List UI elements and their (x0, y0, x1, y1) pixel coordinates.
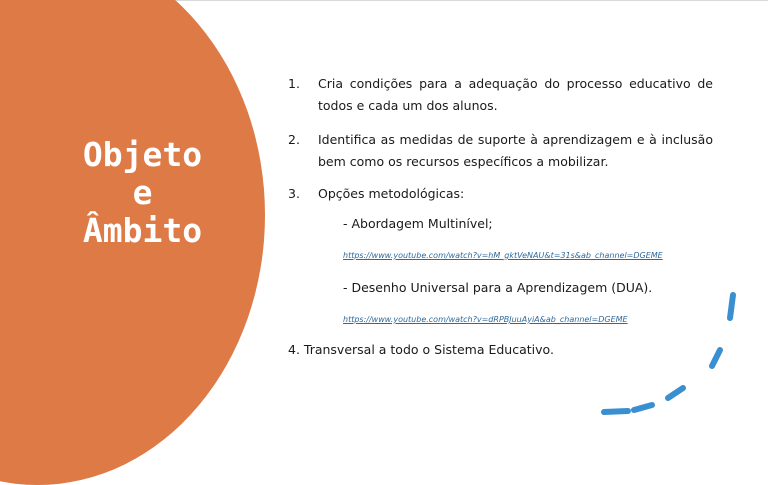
item-number: 2. (288, 132, 300, 147)
item-number: 1. (288, 76, 300, 91)
item-text: Cria condições para a adequação do processo educativo de todos e cada um dos alunos. (318, 76, 713, 113)
video-link[interactable]: https://www.youtube.com/watch?v=hM_gktVeNAU&t=31s&ab_channel=DGEME (343, 251, 663, 260)
arc-dash (712, 350, 720, 366)
title-line-2: e (132, 173, 153, 212)
sub-item-label: - Desenho Universal para a Aprendizagem (DUA). (343, 280, 653, 295)
arc-dash (668, 388, 683, 398)
item-number: 3. (288, 186, 300, 201)
title-line-1: Objeto (82, 135, 203, 174)
final-item: 4. Transversal a todo o Sistema Educativo. (288, 342, 554, 357)
item-text: Opções metodológicas: (318, 186, 465, 201)
arc-dash (604, 411, 628, 412)
item-text: Identifica as medidas de suporte à aprendizagem e à inclusão bem como os recursos específicos a mobilizar. (318, 132, 713, 169)
title-line-3: Âmbito (82, 211, 203, 250)
sub-item-label: - Abordagem Multinível; (343, 216, 493, 231)
arc-dash (634, 405, 652, 410)
video-link[interactable]: https://www.youtube.com/watch?v=dRPBJuuAyiA&ab_channel=DGEME (343, 315, 628, 324)
arc-dash (730, 295, 733, 318)
